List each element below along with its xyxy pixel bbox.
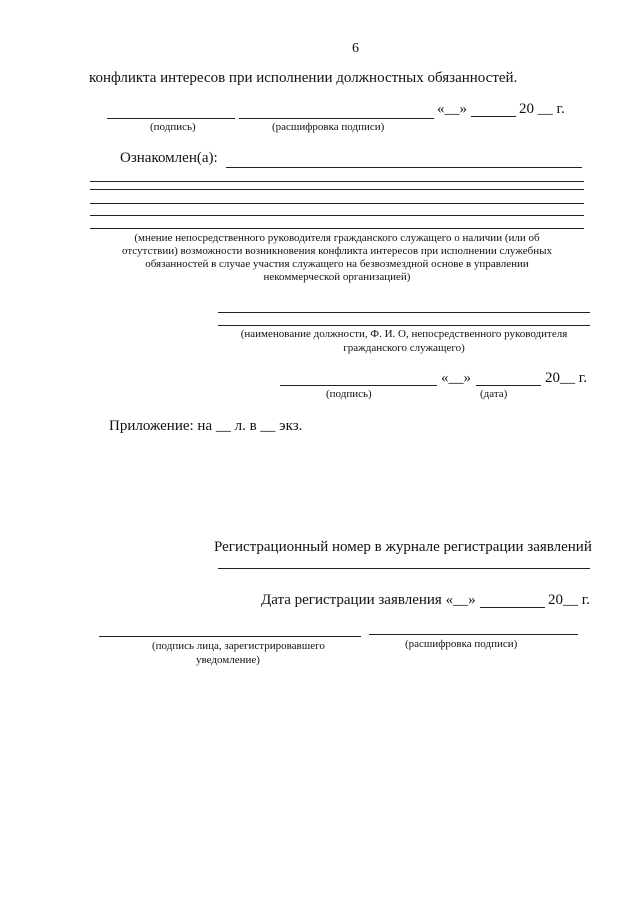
opinion-caption-line-3: обязанностей в случае участия служащего на безвозмездной основе в управлении [145,258,529,270]
decoding-caption: (расшифровка подписи) [272,121,385,133]
registration-date-label: Дата регистрации заявления «__» [261,592,476,608]
manager-month-line [476,385,541,386]
attachment-text: Приложение: на __ л. в __ экз. [109,418,303,434]
acquainted-line-5 [90,215,584,216]
month-line [471,116,516,117]
manager-caption-line-2: гражданского служащего) [343,342,465,354]
manager-caption-line-1: (наименование должности, Ф. И. О, непосредственного руководителя [240,328,568,340]
registrar-caption-line-2: уведомление) [196,654,260,666]
acquainted-line-3 [90,189,584,190]
acquainted-line-4 [90,203,584,204]
manager-signature-line [280,385,437,386]
date-quote: «__» [437,101,467,117]
manager-date-caption: (дата) [480,388,508,400]
registration-number-label: Регистрационный номер в журнале регистрации заявлений [214,539,592,555]
page-number: 6 [352,41,359,56]
opinion-caption-line-1: (мнение непосредственного руководителя гражданского служащего о наличии (или об [134,232,540,244]
intro-line: конфликта интересов при исполнении должностных обязанностей. [89,70,518,86]
manager-line-2 [218,325,590,326]
registrar-decoding-caption: (расшифровка подписи) [405,638,518,650]
registration-year: 20__ г. [548,592,590,608]
manager-line-1 [218,312,590,313]
registrar-signature-line [99,636,361,637]
acquainted-line-2 [90,181,584,182]
manager-date-quote: «__» [441,370,471,386]
registration-month-line [480,607,545,608]
registration-number-line [218,568,590,569]
opinion-caption-line-4: некоммерческой организацией) [263,271,411,283]
manager-signature-caption: (подпись) [326,388,372,400]
registrar-decoding-line [369,634,578,635]
acquainted-line-6 [90,228,584,229]
signature-line [107,118,235,119]
opinion-caption-line-2: отсутствии) возможности возникновения конфликта интересов при исполнении служебных [122,245,552,257]
year-text: 20 __ г. [519,101,565,117]
signature-caption: (подпись) [150,121,196,133]
acquainted-line-1 [226,167,582,168]
decoding-line [239,118,434,119]
registrar-caption-line-1: (подпись лица, зарегистрировавшего [152,640,325,652]
manager-year: 20__ г. [545,370,587,386]
acquainted-label: Ознакомлен(а): [120,150,218,166]
